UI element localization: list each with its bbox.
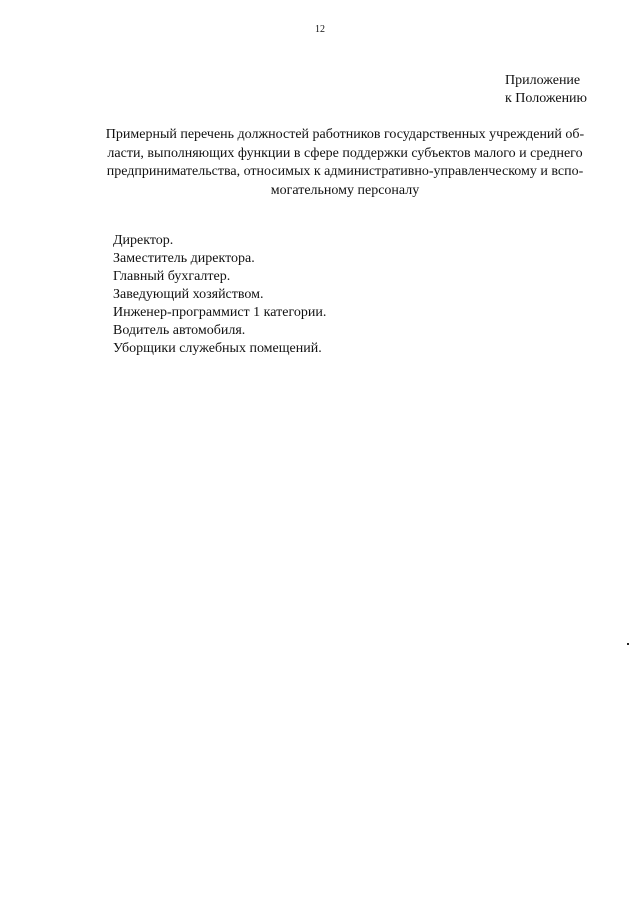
scan-dot-mark [627, 643, 629, 645]
page-number: 12 [315, 24, 325, 35]
list-item: Инженер-программист 1 категории. [113, 305, 327, 320]
list-item: Заведующий хозяйством. [113, 287, 264, 302]
list-item: Главный бухгалтер. [113, 269, 231, 284]
appendix-line-1: Приложение [505, 73, 581, 88]
appendix-line-2: к Положению [505, 91, 588, 106]
heading-line: могательному персоналу [270, 182, 420, 198]
heading-line: ласти, выполняющих функции в сфере поддержки субъектов малого и среднего [107, 145, 583, 161]
appendix-label [505, 72, 587, 108]
positions-list [113, 232, 326, 358]
list-item: Директор. [113, 233, 174, 248]
document-heading [80, 126, 610, 200]
list-item: Уборщики служебных помещений. [113, 341, 322, 356]
heading-line: Примерный перечень должностей работников государственных учреждений об- [105, 127, 585, 142]
heading-line: предпринимательства, относимых к административно-управленческому и вспо- [106, 164, 584, 179]
list-item: Заместитель директора. [113, 251, 255, 266]
list-item: Водитель автомобиля. [113, 323, 246, 338]
